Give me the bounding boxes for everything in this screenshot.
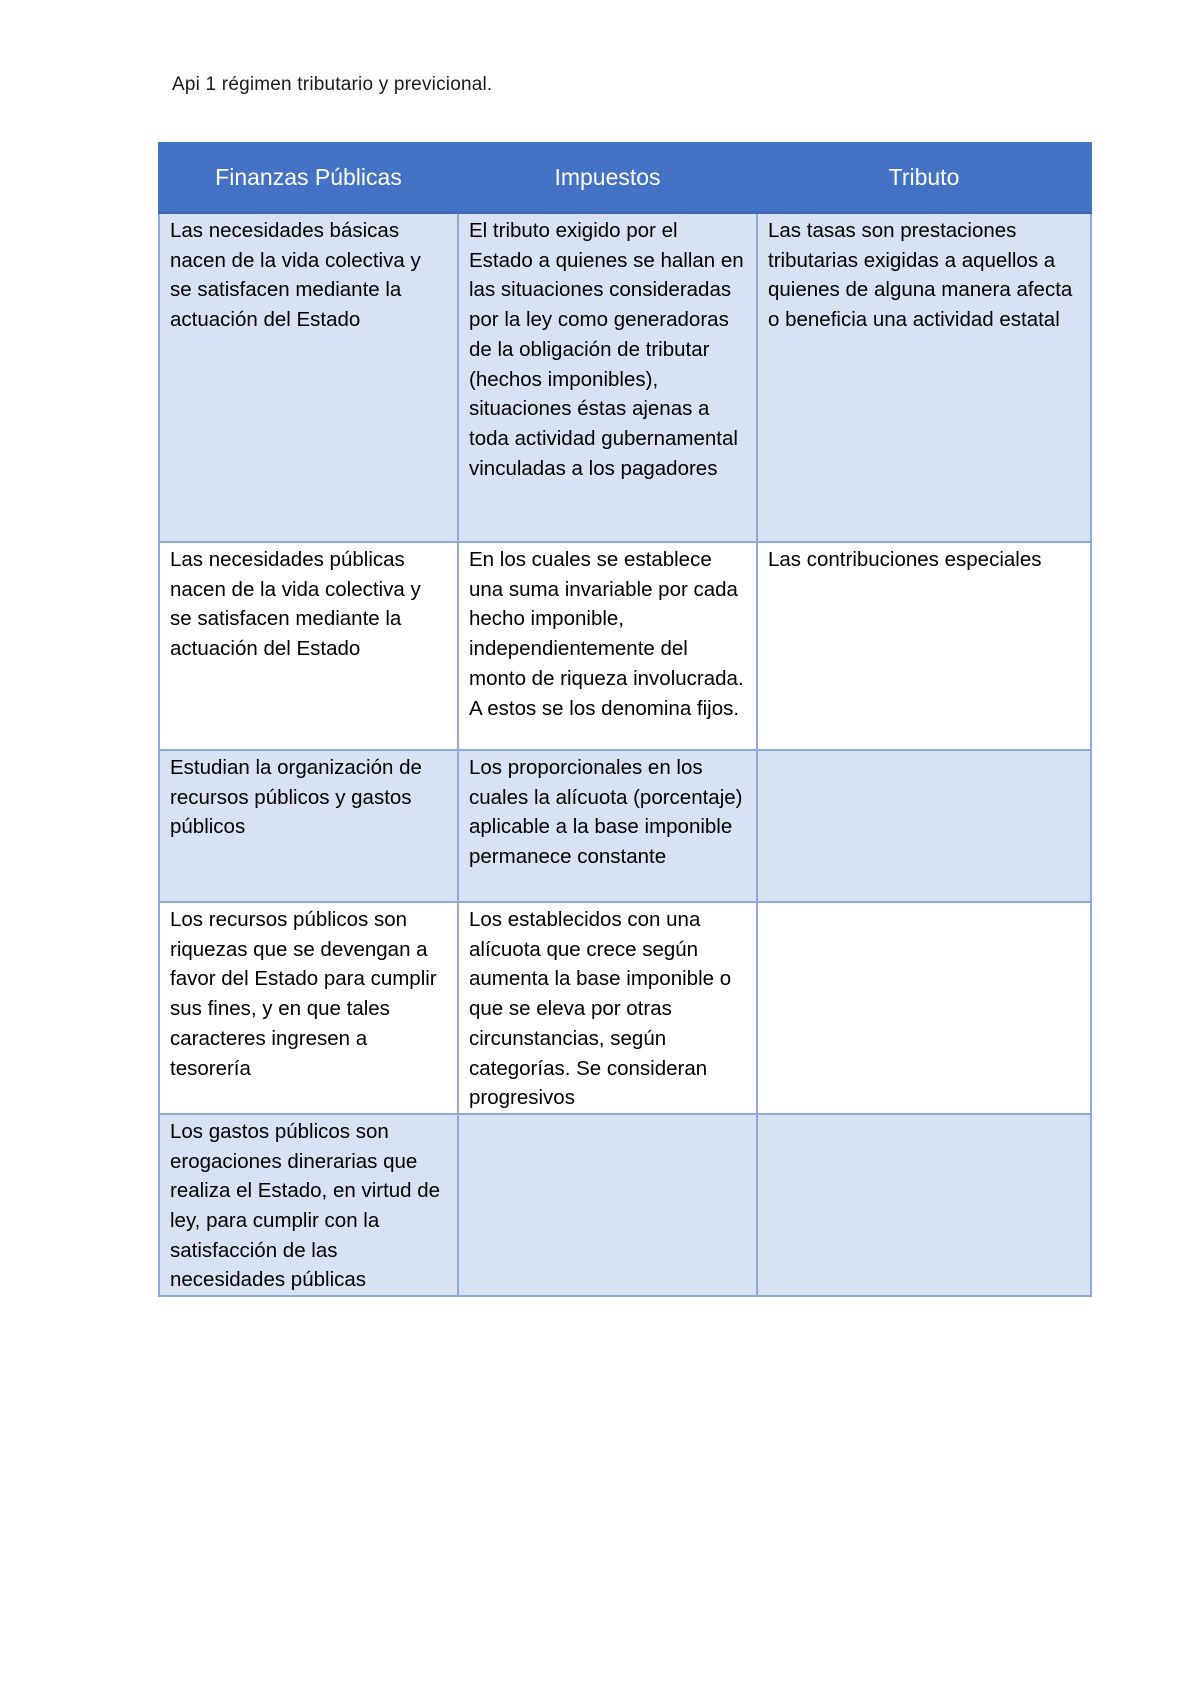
table-header-row bbox=[159, 143, 1091, 213]
document-title: Api 1 régimen tributario y previcional. bbox=[172, 74, 493, 95]
table-cell: Los establecidos con una alícuota que crece según aumenta la base imponible o que se eleva por otras circunstancias, según categorías. Se consideran progresivos bbox=[458, 902, 757, 1114]
header-tributo: Tributo bbox=[757, 143, 1091, 213]
table-cell: Las necesidades públicas nacen de la vida colectiva y se satisfacen mediante la actuación del Estado bbox=[159, 542, 458, 750]
table-cell: Los recursos públicos son riquezas que se devengan a favor del Estado para cumplir sus fines, y en que tales caracteres ingresen a tesorería bbox=[159, 902, 458, 1114]
table-row bbox=[159, 213, 1091, 543]
table-cell bbox=[757, 902, 1091, 1114]
table-row bbox=[159, 542, 1091, 750]
table-cell: Las necesidades básicas nacen de la vida colectiva y se satisfacen mediante la actuación del Estado bbox=[159, 213, 458, 543]
table-cell: Estudian la organización de recursos públicos y gastos públicos bbox=[159, 750, 458, 902]
table-row bbox=[159, 750, 1091, 902]
header-finanzas-publicas: Finanzas Públicas bbox=[159, 143, 458, 213]
comparison-table bbox=[158, 142, 1092, 1297]
table-cell: El tributo exigido por el Estado a quienes se hallan en las situaciones consideradas por la ley como generadoras de la obligación de tributar (hechos imponibles), situaciones éstas ajenas a toda actividad gubernamental vinculadas a los pagadores bbox=[458, 213, 757, 543]
table-cell bbox=[757, 750, 1091, 902]
table-row bbox=[159, 902, 1091, 1114]
table-cell bbox=[757, 1114, 1091, 1296]
table-cell: Las tasas son prestaciones tributarias exigidas a aquellos a quienes de alguna manera afecta o beneficia una actividad estatal bbox=[757, 213, 1091, 543]
table-cell bbox=[458, 1114, 757, 1296]
table-cell: Las contribuciones especiales bbox=[757, 542, 1091, 750]
table-cell: Los proporcionales en los cuales la alícuota (porcentaje) aplicable a la base imponible permanece constante bbox=[458, 750, 757, 902]
table-cell: Los gastos públicos son erogaciones dinerarias que realiza el Estado, en virtud de ley, para cumplir con la satisfacción de las necesidades públicas bbox=[159, 1114, 458, 1296]
table-cell: En los cuales se establece una suma invariable por cada hecho imponible, independientemente del monto de riqueza involucrada. A estos se los denomina fijos. bbox=[458, 542, 757, 750]
table-row bbox=[159, 1114, 1091, 1296]
header-impuestos: Impuestos bbox=[458, 143, 757, 213]
